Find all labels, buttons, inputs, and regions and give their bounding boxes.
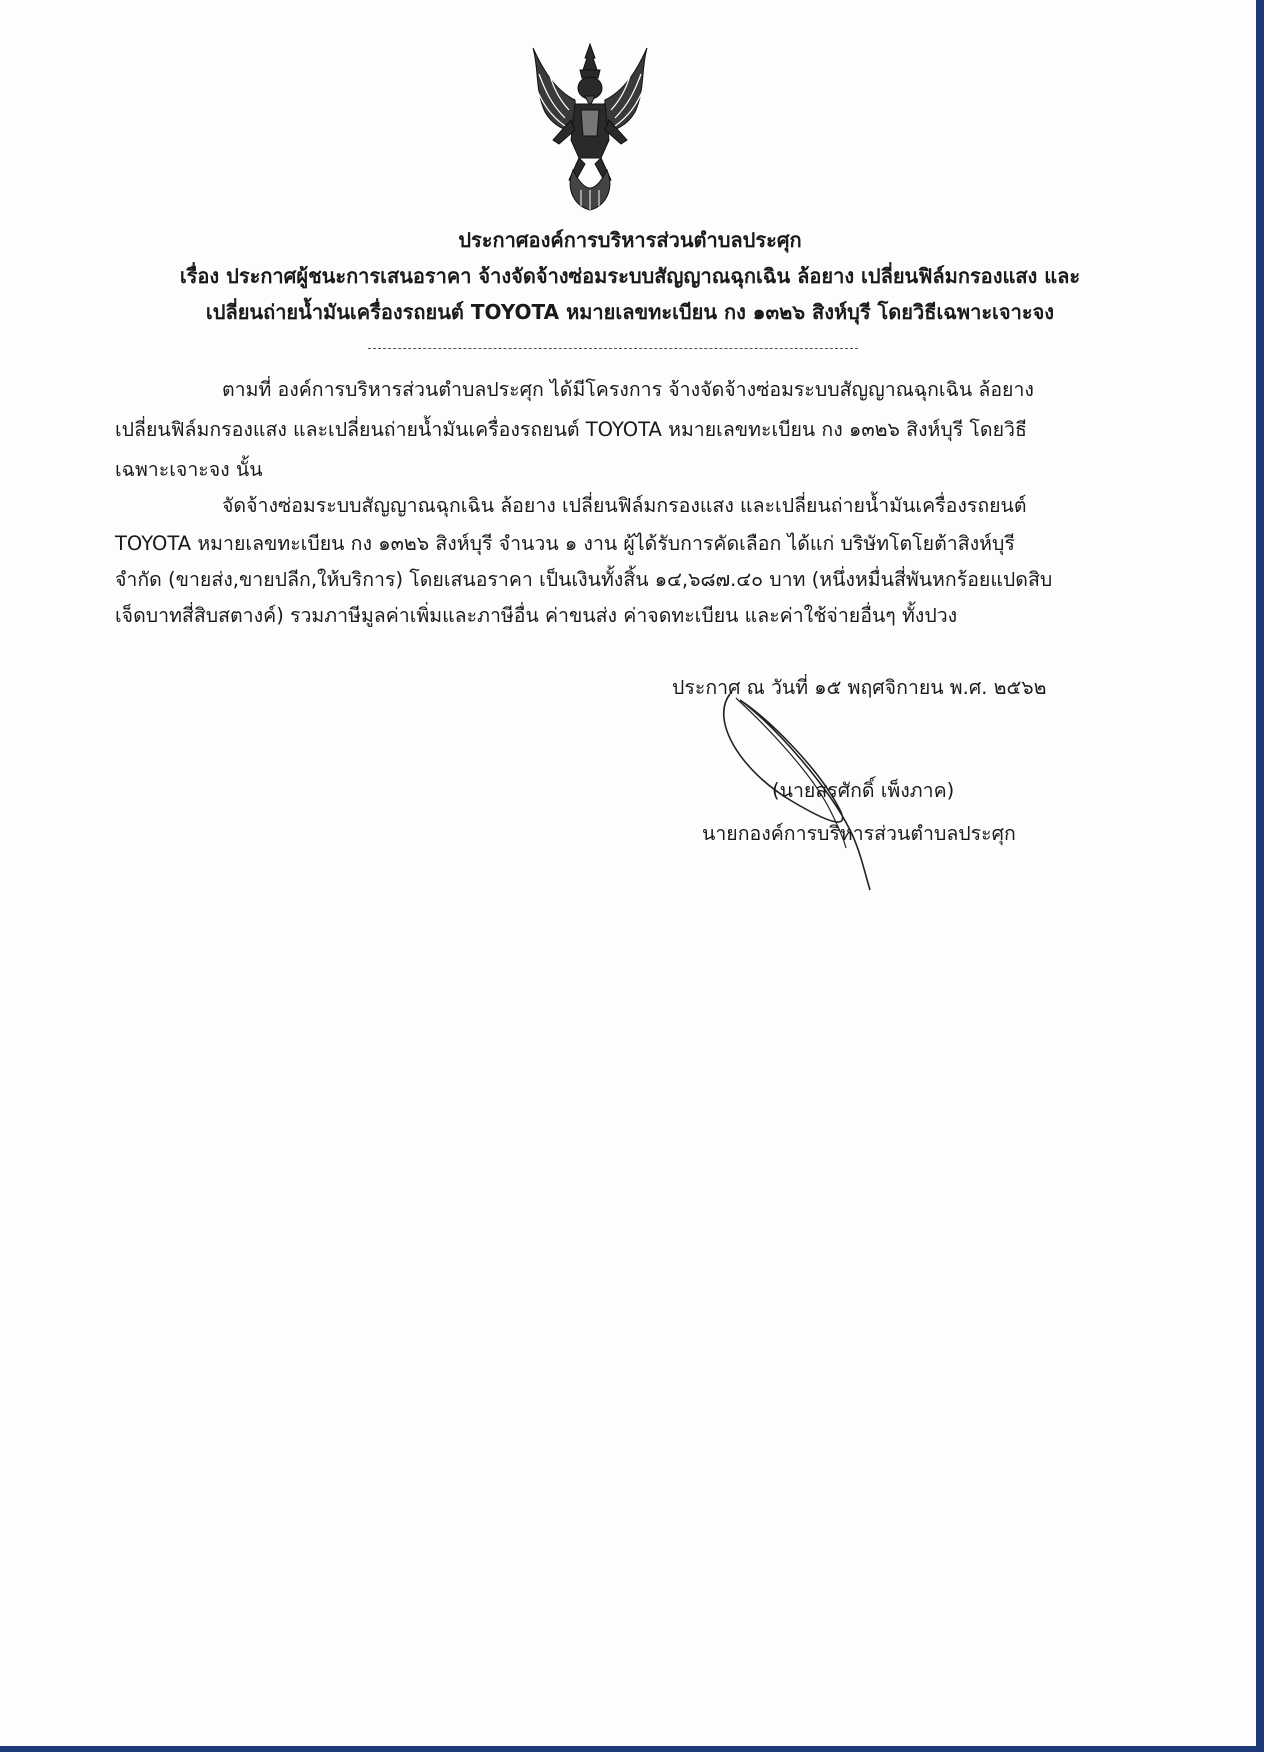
- paragraph-2-line-1: จัดจ้างซ่อมระบบสัญญาณฉุกเฉิน ล้อยาง เปลี่ยนฟิล์มกรองแสง และเปลี่ยนถ่ายน้ำมันเครื่องรถยนต์: [222, 494, 1027, 517]
- paragraph-2-line-3: จำกัด (ขายส่ง,ขายปลีก,ให้บริการ) โดยเสนอราคา เป็นเงินทั้งสิ้น ๑๔,๖๘๗.๔๐ บาท (หนึ่งหมื่นสี่พันหกร้อยแปดสิบ: [115, 568, 1053, 591]
- paragraph-2-line-4: เจ็ดบาทสี่สิบสตางค์) รวมภาษีมูลค่าเพิ่มและภาษีอื่น ค่าขนส่ง ค่าจดทะเบียน และค่าใช้จ่ายอื่นๆ ทั้งปวง: [115, 604, 958, 627]
- garuda-emblem-icon: [525, 40, 655, 212]
- scan-edge-right: [1256, 0, 1264, 1752]
- subject-line-2: เปลี่ยนถ่ายน้ำมันเครื่องรถยนต์ TOYOTA หมายเลขทะเบียน กง ๑๓๒๖ สิงห์บุรี โดยวิธีเฉพาะเจาะจง: [205, 300, 1055, 324]
- scan-edge-bottom: [0, 1746, 1264, 1752]
- paragraph-1-line-2: เปลี่ยนฟิล์มกรองแสง และเปลี่ยนถ่ายน้ำมันเครื่องรถยนต์ TOYOTA หมายเลขทะเบียน กง ๑๓๒๖ สิงห์บุรี โดยวิธี: [115, 418, 1027, 441]
- paragraph-1-line-1: ตามที่ องค์การบริหารส่วนตำบลประศุก ได้มีโครงการ จ้างจัดจ้างซ่อมระบบสัญญาณฉุกเฉิน ล้อยาง: [222, 378, 1034, 401]
- signer-title: นายกองค์การบริหารส่วนตำบลประศุก: [702, 822, 1016, 845]
- paragraph-1-line-3: เฉพาะเจาะจง นั้น: [115, 458, 263, 481]
- separator-line: [368, 348, 858, 349]
- announce-date: ประกาศ ณ วันที่ ๑๕ พฤศจิกายน พ.ศ. ๒๕๖๒: [672, 676, 1047, 699]
- document-title: ประกาศองค์การบริหารส่วนตำบลประศุก: [458, 228, 802, 252]
- signer-name: (นายสรศักดิ์ เพ็งภาค): [772, 779, 955, 802]
- subject-line-1: เรื่อง ประกาศผู้ชนะการเสนอราคา จ้างจัดจ้างซ่อมระบบสัญญาณฉุกเฉิน ล้อยาง เปลี่ยนฟิล์มกรองแสง และ: [179, 264, 1081, 288]
- paragraph-2-line-2: TOYOTA หมายเลขทะเบียน กง ๑๓๒๖ สิงห์บุรี จำนวน ๑ งาน ผู้ได้รับการคัดเลือก ได้แก่ บริษัทโตโยต้าสิงห์บุรี: [115, 532, 1015, 555]
